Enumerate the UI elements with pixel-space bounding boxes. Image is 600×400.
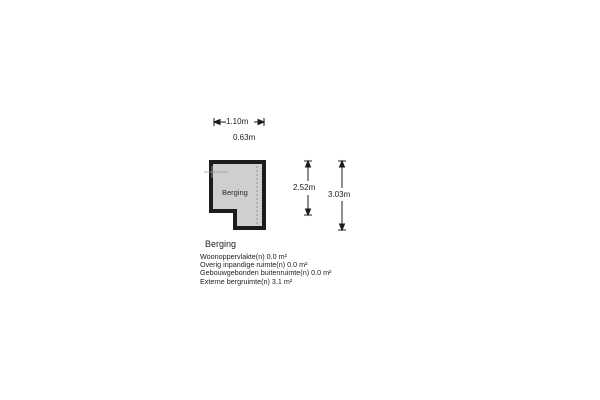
top-width-label: 1.10m — [226, 117, 249, 126]
outer-height-label: 3.03m — [328, 190, 351, 199]
area-row-overig-inpandig: Overig inpandige ruimte(n) 0.0 m² — [200, 260, 308, 270]
inner-width-label: 0.63m — [233, 133, 256, 142]
area-row-buitenruimte: Gebouwgebonden buitenruimte(n) 0.0 m² — [200, 268, 332, 278]
area-row-externe-bergruimte: Externe bergruimte(n) 3.1 m² — [200, 276, 293, 286]
floor-title: Berging — [205, 239, 237, 249]
area-row-woonoppervlakte: Woonoppervlakte(n) 0.0 m² — [200, 252, 287, 261]
inner-height-label: 2.52m — [293, 183, 316, 192]
room-label: Berging — [222, 188, 248, 197]
area-summary — [200, 253, 331, 286]
